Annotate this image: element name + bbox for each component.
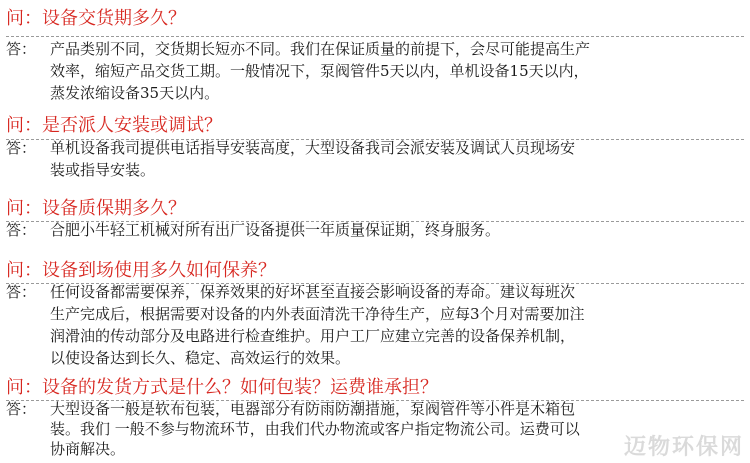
answer-line: 单机设备我司提供电话指导安装高度，大型设备我司会派安装及调试人员现场安 <box>50 139 576 157</box>
answer-prefix: 答： <box>6 221 37 239</box>
answer-line: 装。我们 一般不参与物流环节，由我们代办物流或客户指定物流公司。运费可以 <box>50 420 580 438</box>
faq-question: 问：设备质保期多久？ <box>6 198 186 219</box>
answer-line: 大型设备一般是软布包装，电器部分有防雨防潮措施，泵阀管件等小件是木箱包 <box>50 400 576 418</box>
answer-line: 产品类别不同，交货期长短亦不同。我们在保证质量的前提下，会尽可能提高生产 <box>50 40 591 58</box>
faq-question: 问：设备到场使用多久如何保养？ <box>6 260 276 281</box>
faq-question: 问：设备的发货方式是什么？如何包装？运费谁承担？ <box>6 377 438 398</box>
answer-line: 协商解决。 <box>50 440 126 458</box>
answer-line: 生产完成后，根据需要对设备的内外表面清洗干净待生产，应每3个月对需要加注 <box>50 305 585 323</box>
answer-line: 润滑油的传动部分及电路进行检查维护。用户工厂应建立完善的设备保养机制， <box>50 327 576 345</box>
answer-prefix: 答： <box>6 40 37 58</box>
answer-line: 蒸发浓缩设备35天以内。 <box>50 84 220 102</box>
faq-question: 问：是否派人安装或调试？ <box>6 115 222 136</box>
answer-prefix: 答： <box>6 400 37 418</box>
divider <box>6 36 744 37</box>
answer-line: 装或指导安装。 <box>50 161 156 179</box>
answer-line: 合肥小牛轻工机械对所有出厂设备提供一年质量保证期，终身服务。 <box>50 221 501 239</box>
answer-line: 任何设备都需要保养，保养效果的好坏甚至直接会影响设备的寿命。建议每班次 <box>50 283 576 301</box>
answer-line: 以使设备达到长久、稳定、高效运行的效果。 <box>50 349 351 367</box>
answer-prefix: 答： <box>6 283 37 301</box>
answer-prefix: 答： <box>6 139 37 157</box>
answer-line: 效率，缩短产品交货工期。一般情况下，泵阀管件5天以内，单机设备15天以内， <box>50 62 589 80</box>
site-watermark: 迈物环保网 <box>623 435 744 460</box>
faq-question: 问：设备交货期多久？ <box>6 8 186 29</box>
